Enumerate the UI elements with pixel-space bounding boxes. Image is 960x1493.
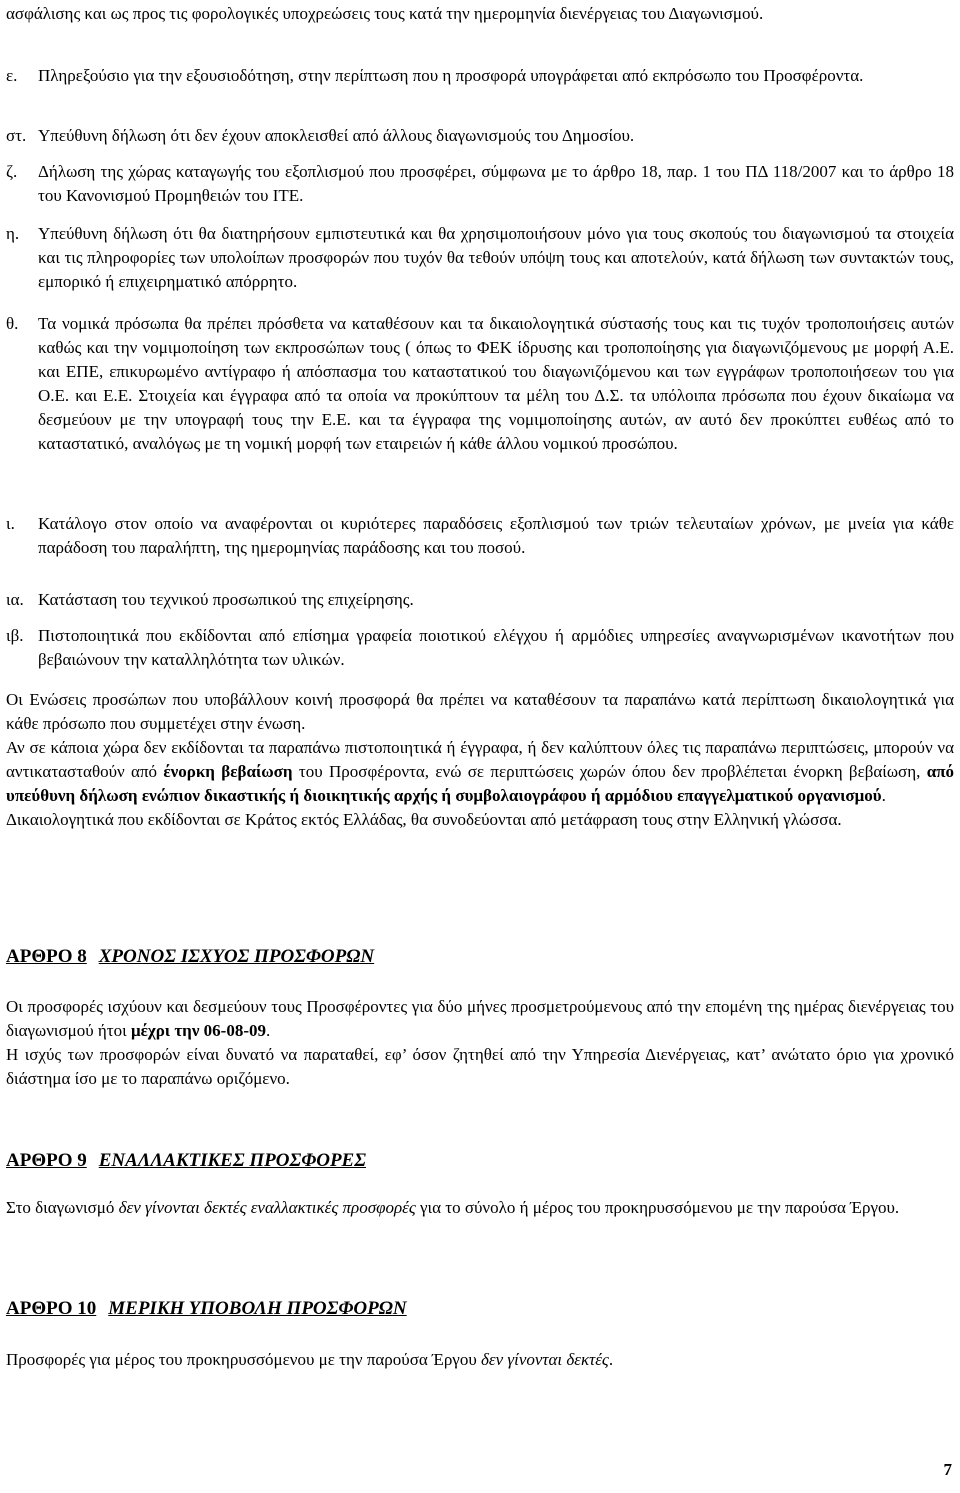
article-8-paragraph-1: Οι προσφορές ισχύουν και δεσμεύουν τους Προσφέροντες για δύο μήνες προσμετρούμενους από την επομένη της ημέρας διενέργειας του διαγωνισμού ήτοι μέχρι την 06-08-09. [6,997,954,1040]
list-item-text: Πιστοποιητικά που εκδίδονται από επίσημα γραφεία ποιοτικού ελέγχου ή αρμόδιες υπηρεσίες αναγνωρισμένων ικανοτήτων που βεβαιώνουν την καταλληλότητα των υλικών. [38,626,954,669]
continuation-text: ασφάλισης και ως προς τις φορολογικές υποχρεώσεις τους κατά την ημερομηνία διενέργειας του Διαγωνισμού. [6,4,764,23]
list-item-text: Υπεύθυνη δήλωση ότι θα διατηρήσουν εμπιστευτικά και θα χρησιμοποιήσουν μόνο για τους σκοπούς του διαγωνισμού τα στοιχεία και τις πληροφορίες των υπολοίπων προσφορών που τυχόν θα τεθούν υπόψη τους και αποτελούν, κατά δήλωση των συντακτών τους, εμπορικό ή επιχειρηματικό απόρρητο. [38,224,954,291]
article-title: ΜΕΡΙΚΗ ΥΠΟΒΟΛΗ ΠΡΟΣΦΟΡΩΝ [108,1298,407,1319]
unions-paragraph-3: Δικαιολογητικά που εκδίδονται σε Κράτος εκτός Ελλάδας, θα συνοδεύονται από μετάφραση τους στην Ελληνική γλώσσα. [6,810,842,829]
article-9-heading [6,1148,366,1174]
list-item-e [6,64,954,88]
list-item-z [6,160,954,208]
article-10-body [6,1348,954,1372]
article-9-paragraph-1: Στο διαγωνισμό δεν γίνονται δεκτές εναλλακτικές προσφορές για το σύνολο ή μέρος του προκηρυσσόμενου με την παρούσα Έργου. [6,1198,900,1217]
list-item-i [6,222,954,294]
article-number: ΑΡΘΡΟ 10 [6,1298,97,1319]
list-item-th [6,312,954,456]
list-item-st [6,124,954,148]
list-marker: ε. [6,66,18,85]
article-number: ΑΡΘΡΟ 9 [6,1150,87,1171]
continuation-paragraph [6,2,954,26]
page-number: 7 [943,1460,952,1479]
article-title: ΕΝΑΛΛΑΚΤΙΚΕΣ ΠΡΟΣΦΟΡΕΣ [98,1150,366,1171]
article-title: ΧΡΟΝΟΣ ΙΣΧΥΟΣ ΠΡΟΣΦΟΡΩΝ [98,946,375,967]
list-item-ia [6,588,954,612]
list-item-text: Κατάσταση του τεχνικού προσωπικού της επιχείρησης. [38,590,414,609]
article-8-paragraph-2: Η ισχύς των προσφορών είναι δυνατό να παραταθεί, εφ’ όσον ζητηθεί από την Υπηρεσία Διενέργειας, κατ’ ανώτατο όριο για χρονικό διάστημα ίσο με το παραπάνω οριζόμενο. [6,1045,954,1088]
unions-paragraph-2: Αν σε κάποια χώρα δεν εκδίδονται τα παραπάνω πιστοποιητικά ή έγγραφα, ή δεν καλύπτουν όλες τις παραπάνω περιπτώσεις, μπορούν να αντικατασταθούν από ένορκη βεβαίωση του Προσφέροντα, ενώ σε περιπτώσεις χωρών όπου δεν προβλέπεται ένορκη βεβαίωση, από υπεύθυνη δήλωση ενώπιον δικαστικής ή διοικητικής αρχής ή συμβολαιογράφου ή αρμόδιου επαγγελματικού οργανισμού. [6,738,955,805]
list-marker: ι. [6,514,15,533]
list-marker: ιβ. [6,626,24,645]
list-item-text: Κατάλογο στον οποίο να αναφέρονται οι κυριότερες παραδόσεις εξοπλισμού των τριών τελευταίων χρόνων, με μνεία για κάθε παράδοση του παραλήπτη, της ημερομηνίας παράδοσης και του ποσού. [38,514,954,557]
list-marker: ια. [6,590,24,609]
article-8-heading [6,944,374,970]
list-marker: ζ. [6,162,18,181]
article-10-heading [6,1296,407,1322]
list-item-text: Τα νομικά πρόσωπα θα πρέπει πρόσθετα να καταθέσουν και τα δικαιολογητικά σύστασής τους και τις τυχόν τροποποιήσεις αυτών καθώς και την νομιμοποίηση των εκπροσώπων τους ( όπως το ΦΕΚ ίδρυσης και τροποποίησης για διαγωνιζόμενους με μορφή Α.Ε. και ΕΠΕ, επικυρωμένο αντίγραφο ή απόσπασμα του καταστατικού του διαγωνιζόμενου και των εγγράφων τροποποιήσεων του για Ο.Ε. και Ε.Ε. Στοιχεία και έγγραφα από τα οποία να προκύπτουν τα μέλη του Δ.Σ. τα υπόλοιπα πρόσωπα που έχουν δικαίωμα να δεσμεύουν με την υπογραφή τους την Ε.Ε. και τα έγγραφα της νομιμοποίησης αυτών, αν αυτό δεν προκύπτει ευθέως από το καταστατικό, αναλόγως με τη νομική μορφή των εταιρειών ή κάθε άλλου νομικού προσώπου. [38,314,954,453]
list-item-iota [6,512,954,560]
list-marker: στ. [6,126,27,145]
article-8-body [6,995,954,1091]
list-item-text: Πληρεξούσιο για την εξουσιοδότηση, στην περίπτωση που η προσφορά υπογράφεται από εκπρόσωπο του Προσφέροντα. [38,66,864,85]
article-10-paragraph-1: Προσφορές για μέρος του προκηρυσσόμενου με την παρούσα Έργου δεν γίνονται δεκτές. [6,1350,614,1369]
list-item-ib [6,624,954,672]
article-9-body [6,1196,954,1220]
list-item-text: Δήλωση της χώρας καταγωγής του εξοπλισμού που προσφέρει, σύμφωνα με το άρθρο 18, παρ. 1 του ΠΔ 118/2007 και το άρθρο 18 του Κανονισμού Προμηθειών του ΙΤΕ. [38,162,954,205]
list-item-text: Υπεύθυνη δήλωση ότι δεν έχουν αποκλεισθεί από άλλους διαγωνισμούς του Δημοσίου. [38,126,635,145]
unions-paragraph-1: Οι Ενώσεις προσώπων που υποβάλλουν κοινή προσφορά θα πρέπει να καταθέσουν τα παραπάνω κατά περίπτωση δικαιολογητικά για κάθε πρόσωπο που συμμετέχει στην ένωση. [6,690,954,733]
list-marker: θ. [6,314,19,333]
list-marker: η. [6,224,20,243]
unions-section [6,688,954,832]
article-number: ΑΡΘΡΟ 8 [6,946,87,967]
